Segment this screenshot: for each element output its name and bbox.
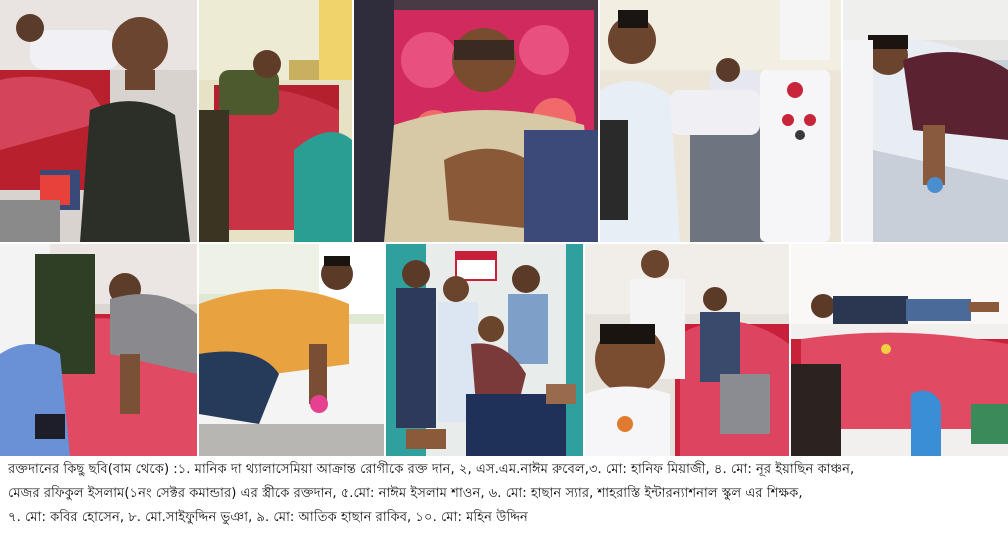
photo-donor-10	[791, 244, 1008, 456]
caption-line-2: মেজর রফিকুল ইসলাম(১নং সেক্টর কমান্ডার) এর স্ত্রীকে রক্তদান, ৫.মো: নাঈম ইসলাম শাওন, ৬. মো: হাছান স্যার, শাহরাস্তি ইন্টারন্যাশনাল স্কুল এর শিক্ষক,	[8, 486, 803, 501]
photo-donor-9	[585, 244, 789, 456]
photo-donor-7	[199, 244, 384, 456]
caption-line-1: রক্তদানের কিছু ছবি(বাম থেকে) :১. মানিক দা থ্যালাসেমিয়া আক্রান্ত রোগীকে রক্ত দান, ২, এস.এম.নাঈম রুবেল,৩. মো: হানিফ মিয়াজী, ৪. মো: নূর ইয়াছিন কাঞ্চন,	[8, 462, 855, 477]
photo-donor-8	[386, 244, 583, 456]
photo-donor-4	[600, 0, 841, 242]
photo-donor-1	[0, 0, 197, 242]
photo-donor-6	[0, 244, 197, 456]
photo-donor-2	[199, 0, 352, 242]
photo-donor-3	[354, 0, 598, 242]
photo-donor-5	[843, 0, 1008, 242]
caption-line-3: ৭. মো: কবির হোসেন, ৮. মো.সাইফুদ্দিন ভুঞা, ৯. মো: আতিক হাছান রাকিব, ১০. মো: মহিন উদ্দিন	[8, 510, 528, 525]
photo-caption	[8, 458, 1004, 538]
